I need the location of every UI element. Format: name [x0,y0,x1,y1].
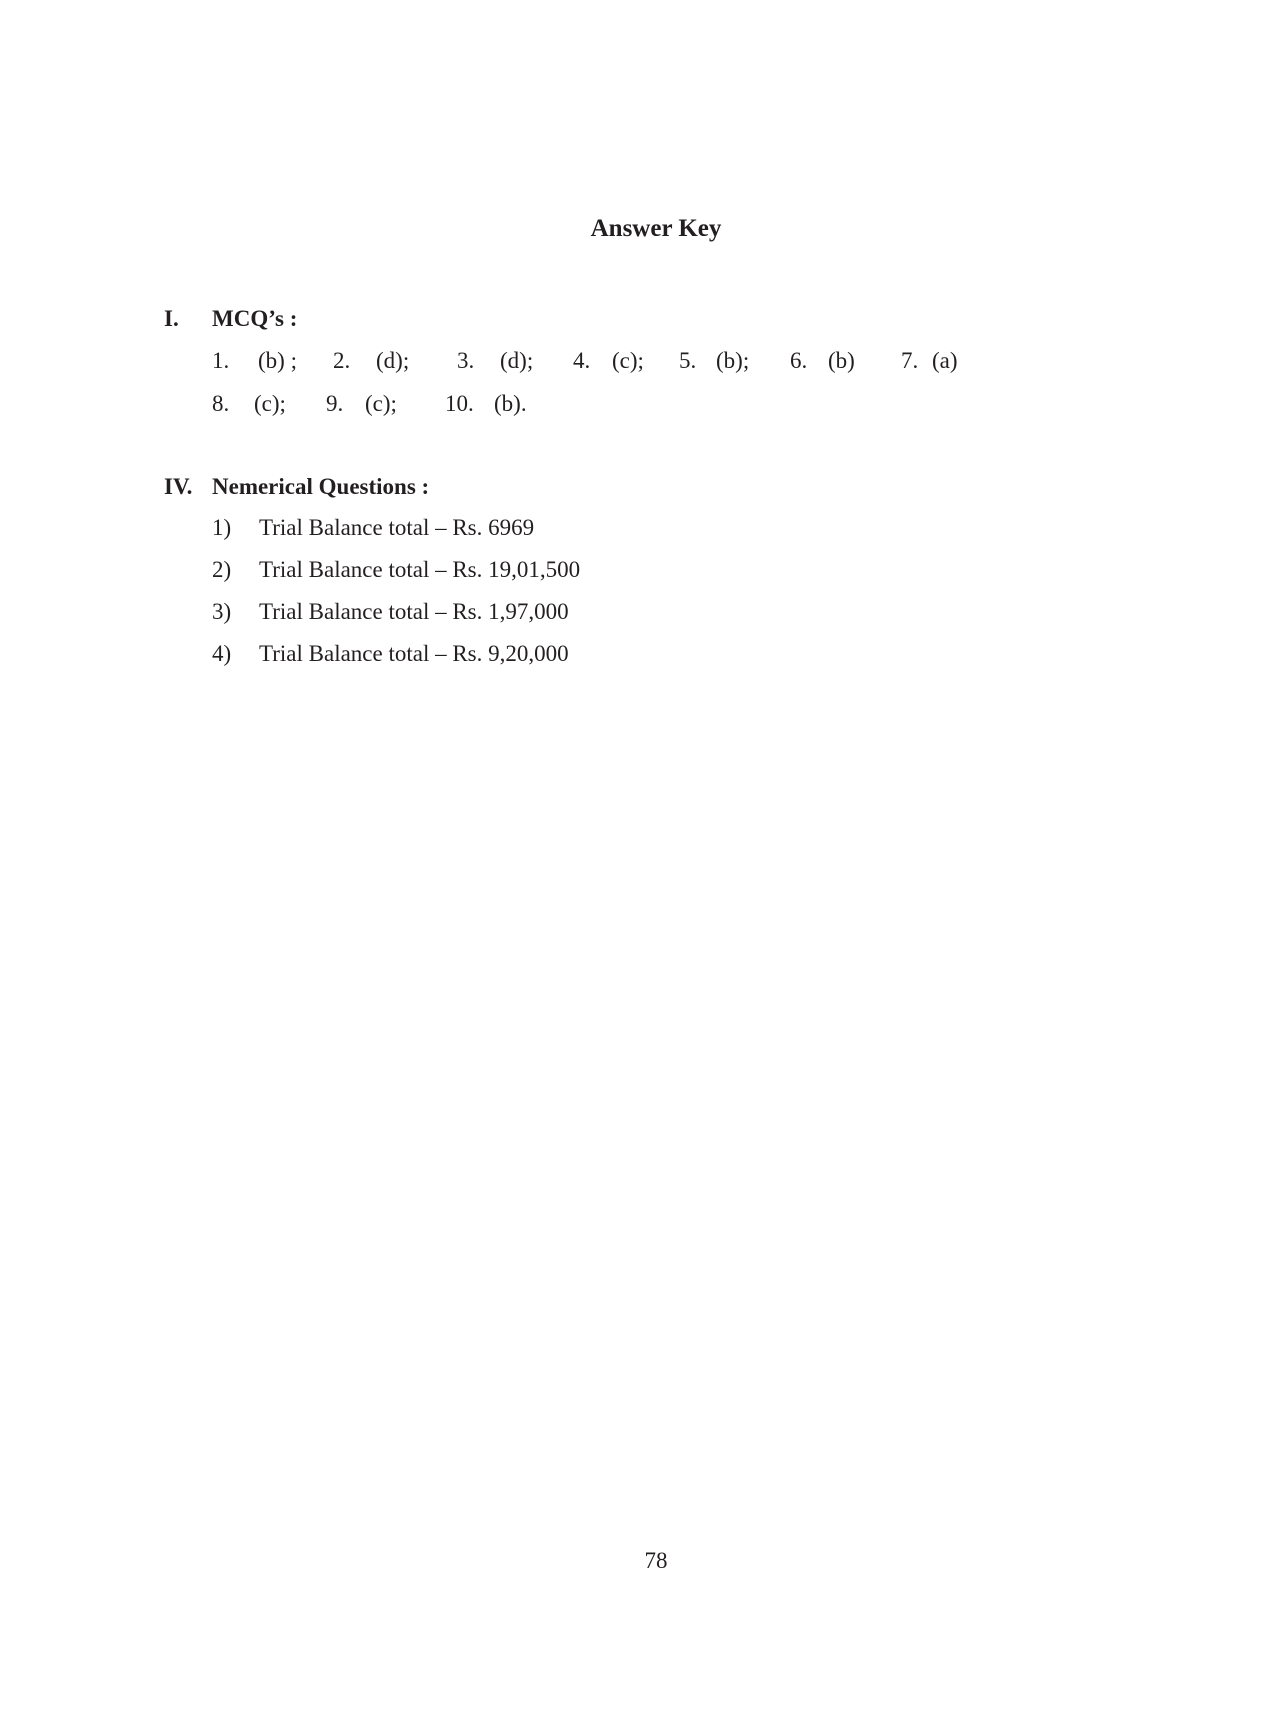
mcq-section-number: I. [164,306,179,331]
mcq-section-title: MCQ’s : [212,306,298,331]
numerical-answer-index: 1) [212,515,232,540]
page-title: Answer Key [590,215,722,242]
numerical-answer-text: Trial Balance total – Rs. 9,20,000 [259,641,569,666]
numerical-answer-index: 2) [212,557,232,582]
mcq-question-number: 5. [679,348,697,373]
numerical-answer-text: Trial Balance total – Rs. 1,97,000 [259,599,569,624]
mcq-answer: (b) [828,348,855,373]
numerical-section-number: IV. [164,474,193,499]
mcq-answer: (b); [716,348,750,373]
mcq-question-number: 2. [333,348,351,373]
mcq-answer: (c); [365,391,397,416]
numerical-answer-item [212,640,569,668]
mcq-question-number: 10. [445,391,474,416]
mcq-answer: (b) ; [258,348,297,373]
mcq-question-number: 8. [212,391,230,416]
mcq-section-heading [164,305,297,333]
mcq-answer: (b). [494,391,527,416]
page-number: 78 [644,1548,668,1573]
mcq-question-number: 9. [326,391,344,416]
mcq-answer-row-2 [0,390,1275,418]
mcq-answer: (c); [254,391,286,416]
mcq-question-number: 1. [212,348,230,373]
mcq-answer: (d); [500,348,534,373]
numerical-answer-index: 3) [212,599,232,624]
mcq-answer-row-1 [0,347,1275,375]
mcq-question-number: 7. [901,348,919,373]
numerical-answer-item [212,514,534,542]
numerical-answer-text: Trial Balance total – Rs. 6969 [259,515,535,540]
mcq-question-number: 3. [457,348,475,373]
mcq-answer: (a) [932,348,958,373]
numerical-answer-index: 4) [212,641,232,666]
numerical-section-title: Nemerical Questions : [212,474,430,499]
numerical-answer-item [212,556,580,584]
numerical-answer-text: Trial Balance total – Rs. 19,01,500 [259,557,581,582]
numerical-section-heading [164,473,429,501]
mcq-question-number: 4. [573,348,591,373]
mcq-question-number: 6. [790,348,808,373]
mcq-answer: (d); [376,348,410,373]
mcq-answer: (c); [612,348,644,373]
numerical-answer-item [212,598,569,626]
